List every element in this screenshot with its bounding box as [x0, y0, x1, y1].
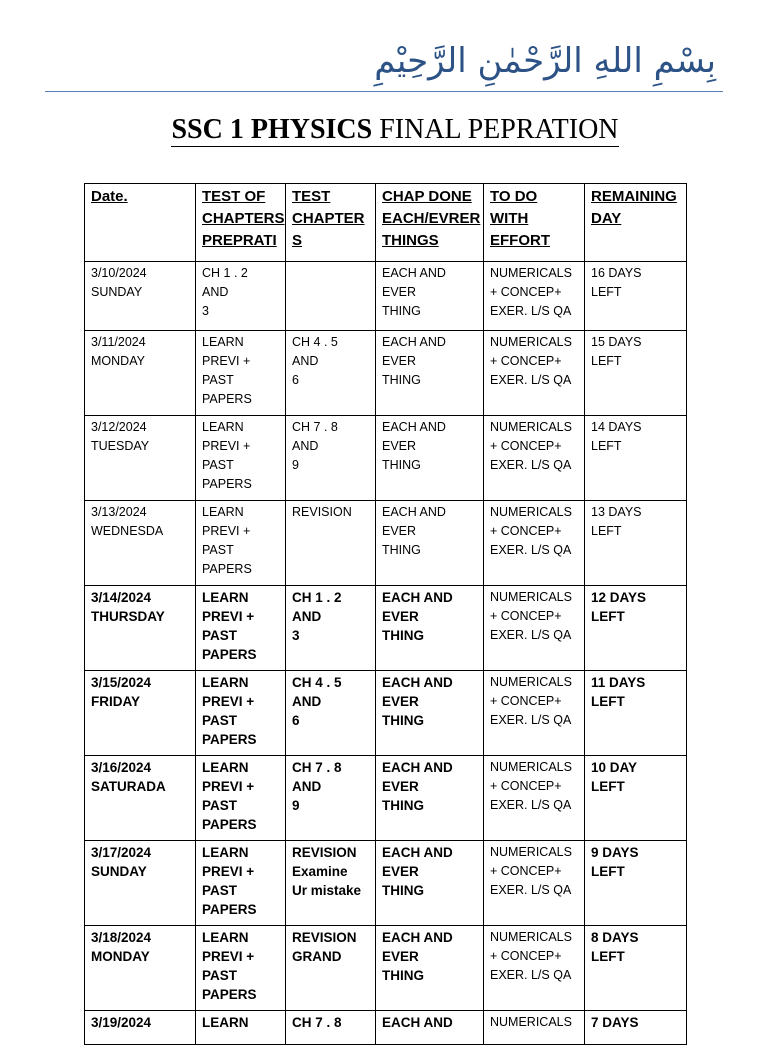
- cell-text: 9 DAYS LEFT: [591, 845, 639, 879]
- cell-text: NUMERICALS + CONCEP+ EXER. L/S QA: [490, 675, 572, 727]
- table-cell: [85, 501, 196, 586]
- table-cell: [196, 1011, 286, 1045]
- table-cell: [484, 1011, 585, 1045]
- table-row: [85, 501, 687, 586]
- table-cell: [286, 501, 376, 586]
- cell-text: CH 4 . 5 AND 6: [292, 335, 338, 387]
- table-row: [85, 756, 687, 841]
- cell-text: NUMERICALS + CONCEP+ EXER. L/S QA: [490, 505, 572, 557]
- table-cell: [585, 671, 687, 756]
- cell-text: CH 1 . 2 AND 3: [292, 590, 342, 643]
- table-cell: [286, 1011, 376, 1045]
- cell-text: NUMERICALS + CONCEP+ EXER. L/S QA: [490, 266, 572, 318]
- header-cell: CHAP DONE EACH/EVRER THINGS: [376, 184, 484, 262]
- cell-text: LEARN PREVI + PAST PAPERS: [202, 675, 257, 747]
- table-row: [85, 416, 687, 501]
- table-row: [85, 1011, 687, 1045]
- cell-text: EACH AND: [382, 1015, 453, 1030]
- table-cell: [286, 262, 376, 331]
- table-cell: [196, 926, 286, 1011]
- cell-text: NUMERICALS: [490, 1015, 572, 1029]
- table-cell: [196, 841, 286, 926]
- table-cell: [376, 331, 484, 416]
- header-cell: TEST CHAPTER S: [286, 184, 376, 262]
- table-cell: [286, 926, 376, 1011]
- table-row: [85, 262, 687, 331]
- cell-text: NUMERICALS + CONCEP+ EXER. L/S QA: [490, 760, 572, 812]
- header-cell: Date.: [85, 184, 196, 262]
- cell-text: 3/13/2024 WEDNESDA: [91, 505, 164, 538]
- cell-text: EACH AND EVER THING: [382, 760, 453, 813]
- cell-text: EACH AND EVER THING: [382, 590, 453, 643]
- table-row: [85, 671, 687, 756]
- cell-text: 3/17/2024 SUNDAY: [91, 845, 152, 879]
- cell-text: 3/14/2024 THURSDAY: [91, 590, 165, 624]
- table-cell: [286, 671, 376, 756]
- table-cell: [484, 262, 585, 331]
- cell-text: 16 DAYS LEFT: [591, 266, 642, 299]
- cell-text: REVISION: [292, 505, 352, 519]
- cell-text: EACH AND EVER THING: [382, 335, 446, 387]
- table-row: [85, 841, 687, 926]
- table-row: [85, 586, 687, 671]
- cell-text: 3/10/2024 SUNDAY: [91, 266, 147, 299]
- table-cell: [85, 671, 196, 756]
- table-cell: [196, 501, 286, 586]
- table-cell: [286, 331, 376, 416]
- cell-text: 13 DAYS LEFT: [591, 505, 642, 538]
- table-cell: [376, 586, 484, 671]
- table-row: [85, 331, 687, 416]
- bismillah-heading: بِسْمِ اللهِ الرَّحْمٰنِ الرَّحِيْمِ: [374, 41, 716, 81]
- table-cell: [85, 586, 196, 671]
- cell-text: REVISION GRAND: [292, 930, 357, 964]
- header-rule: [45, 91, 723, 92]
- table-cell: [376, 926, 484, 1011]
- table-cell: [484, 416, 585, 501]
- schedule-table: [84, 183, 687, 1045]
- cell-text: NUMERICALS + CONCEP+ EXER. L/S QA: [490, 335, 572, 387]
- table-cell: [585, 926, 687, 1011]
- cell-text: 7 DAYS: [591, 1015, 639, 1030]
- table-cell: [376, 841, 484, 926]
- table-row: [85, 926, 687, 1011]
- table-cell: [484, 926, 585, 1011]
- table-cell: [585, 262, 687, 331]
- cell-text: LEARN PREVI + PAST PAPERS: [202, 420, 252, 491]
- title-bold-part: SSC 1 PHYSICS: [171, 114, 373, 145]
- table-cell: [286, 841, 376, 926]
- table-cell: [196, 331, 286, 416]
- cell-text: EACH AND EVER THING: [382, 420, 446, 472]
- table-cell: [196, 262, 286, 331]
- cell-text: 3/11/2024 MONDAY: [91, 335, 146, 368]
- cell-text: EACH AND EVER THING: [382, 505, 446, 557]
- table-cell: [484, 586, 585, 671]
- table-cell: [585, 841, 687, 926]
- table-cell: [484, 756, 585, 841]
- table-cell: [585, 501, 687, 586]
- table-cell: [85, 841, 196, 926]
- cell-text: EACH AND EVER THING: [382, 930, 453, 983]
- cell-text: LEARN PREVI + PAST PAPERS: [202, 590, 257, 662]
- cell-text: CH 4 . 5 AND 6: [292, 675, 342, 728]
- table-cell: [376, 756, 484, 841]
- table-cell: [376, 671, 484, 756]
- cell-text: LEARN PREVI + PAST PAPERS: [202, 845, 257, 917]
- table-cell: [85, 926, 196, 1011]
- cell-text: EACH AND EVER THING: [382, 845, 453, 898]
- cell-text: 3/18/2024 MONDAY: [91, 930, 152, 964]
- table-cell: [85, 756, 196, 841]
- table-cell: [484, 501, 585, 586]
- table-cell: [196, 586, 286, 671]
- cell-text: 8 DAYS LEFT: [591, 930, 639, 964]
- cell-text: LEARN PREVI + PAST PAPERS: [202, 760, 257, 832]
- cell-text: 10 DAY LEFT: [591, 760, 638, 794]
- cell-text: NUMERICALS + CONCEP+ EXER. L/S QA: [490, 930, 572, 982]
- header-cell: TEST OF CHAPTERS PREPRATI: [196, 184, 286, 262]
- cell-text: LEARN PREVI + PAST PAPERS: [202, 335, 252, 406]
- cell-text: 15 DAYS LEFT: [591, 335, 642, 368]
- cell-text: NUMERICALS + CONCEP+ EXER. L/S QA: [490, 590, 572, 642]
- table-cell: [85, 1011, 196, 1045]
- cell-text: REVISION Examine Ur mistake: [292, 845, 362, 898]
- table-cell: [585, 416, 687, 501]
- cell-text: 3/15/2024 FRIDAY: [91, 675, 152, 709]
- header-cell: TO DO WITH EFFORT: [484, 184, 585, 262]
- table-cell: [196, 671, 286, 756]
- cell-text: NUMERICALS + CONCEP+ EXER. L/S QA: [490, 845, 572, 897]
- header-cell: REMAINING DAY: [585, 184, 687, 262]
- cell-text: 3/12/2024 TUESDAY: [91, 420, 150, 453]
- table-cell: [196, 416, 286, 501]
- table-cell: [376, 416, 484, 501]
- cell-text: NUMERICALS + CONCEP+ EXER. L/S QA: [490, 420, 572, 472]
- cell-text: 14 DAYS LEFT: [591, 420, 642, 453]
- table-cell: [196, 756, 286, 841]
- table-cell: [376, 501, 484, 586]
- cell-text: CH 1 . 2 AND 3: [202, 266, 248, 318]
- cell-text: 11 DAYS LEFT: [591, 675, 646, 709]
- table-cell: [585, 756, 687, 841]
- table-cell: [85, 262, 196, 331]
- cell-text: EACH AND EVER THING: [382, 675, 453, 728]
- cell-text: CH 7 . 8: [292, 1015, 342, 1030]
- cell-text: CH 7 . 8 AND 9: [292, 760, 342, 813]
- title-rest-part: FINAL PEPRATION: [372, 114, 619, 145]
- table-cell: [484, 331, 585, 416]
- page-title: [0, 113, 768, 147]
- cell-text: 3/19/2024: [91, 1015, 152, 1030]
- table-cell: [376, 1011, 484, 1045]
- table-cell: [286, 416, 376, 501]
- cell-text: LEARN PREVI + PAST PAPERS: [202, 505, 252, 576]
- table-cell: [585, 1011, 687, 1045]
- table-cell: [286, 756, 376, 841]
- cell-text: LEARN PREVI + PAST PAPERS: [202, 930, 257, 1002]
- table-cell: [85, 416, 196, 501]
- cell-text: CH 7 . 8 AND 9: [292, 420, 338, 472]
- cell-text: 3/16/2024 SATURADA: [91, 760, 166, 794]
- table-cell: [85, 331, 196, 416]
- table-cell: [286, 586, 376, 671]
- table-cell: [585, 586, 687, 671]
- table-header-row: [85, 184, 687, 262]
- cell-text: 12 DAYS LEFT: [591, 590, 647, 624]
- table-cell: [484, 841, 585, 926]
- table-cell: [484, 671, 585, 756]
- table-cell: [585, 331, 687, 416]
- cell-text: LEARN: [202, 1015, 249, 1030]
- table-cell: [376, 262, 484, 331]
- cell-text: EACH AND EVER THING: [382, 266, 446, 318]
